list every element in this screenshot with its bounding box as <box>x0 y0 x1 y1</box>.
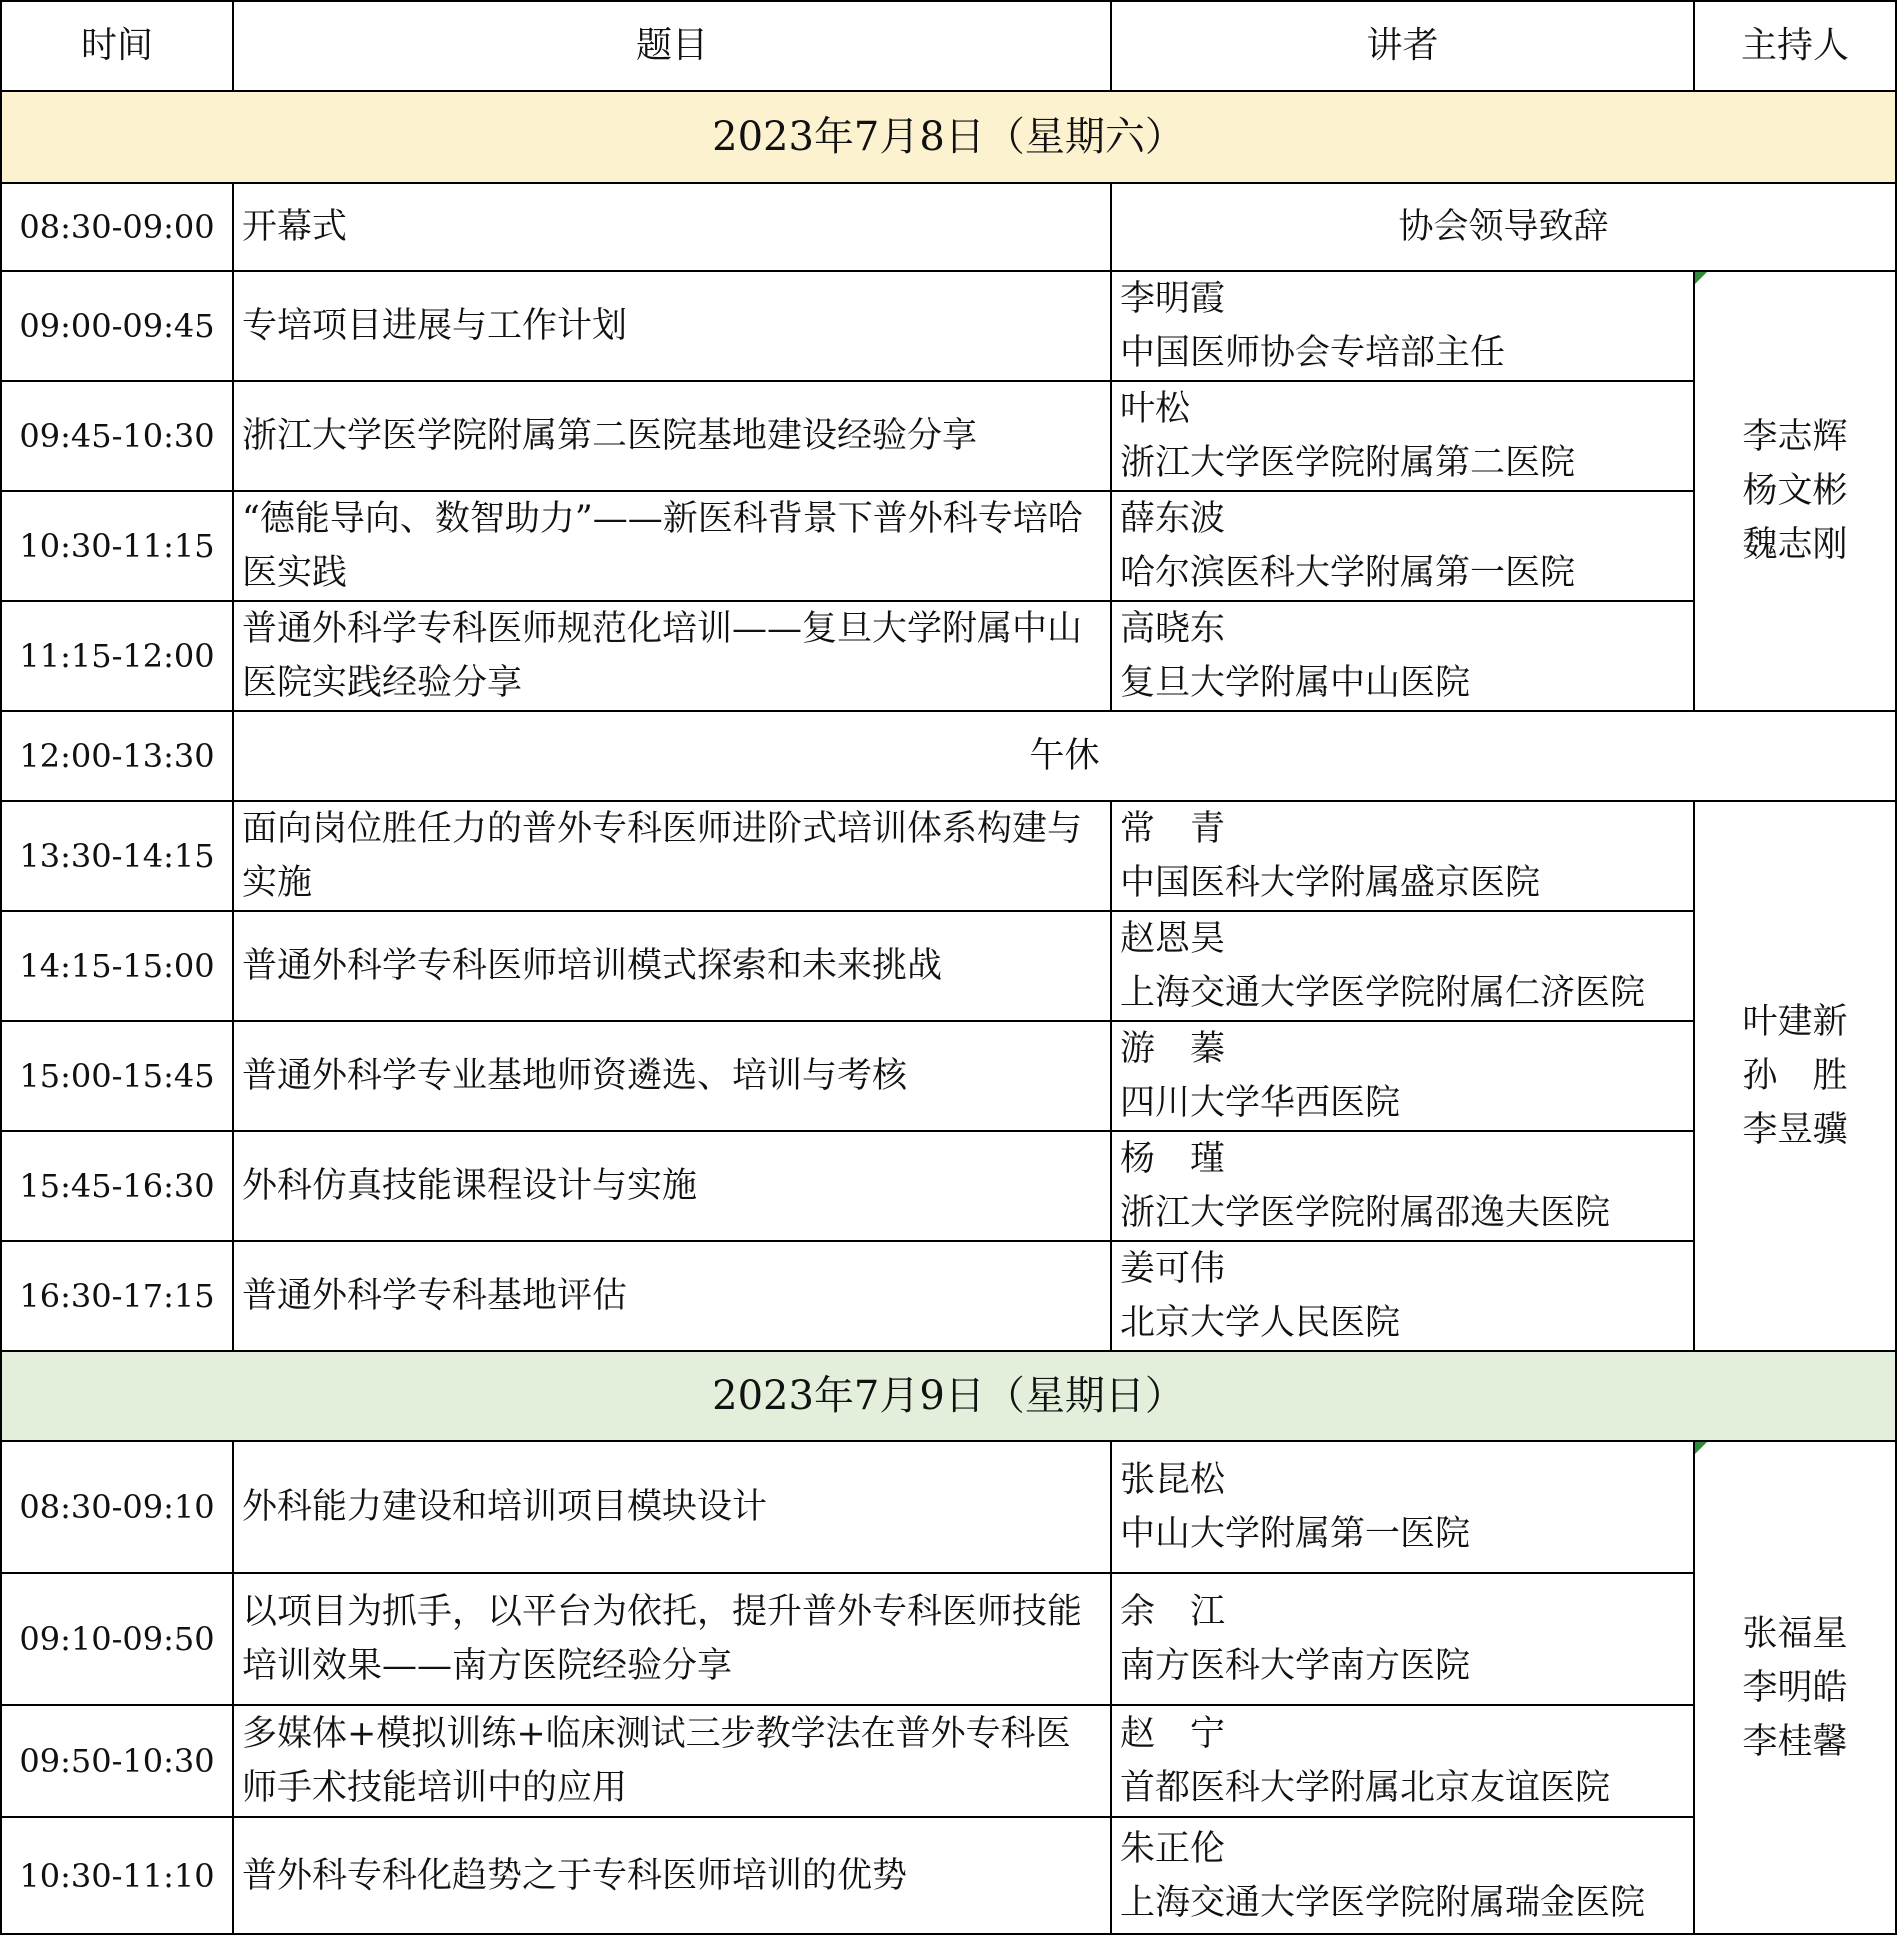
session-title <box>233 271 1111 381</box>
speaker-name: 余 江 <box>1120 1592 1226 1632</box>
table-row <box>1 381 1896 491</box>
lunch-time: 12:00-13:30 <box>1 711 233 801</box>
speaker-name: 杨 瑾 <box>1120 1139 1226 1179</box>
session-title-text: 多媒体+模拟训练+临床测试三步教学法在普外专科医师手术技能培训中的应用 <box>242 1714 1071 1808</box>
session-speaker <box>1111 1021 1694 1131</box>
table-row <box>1 1021 1896 1131</box>
host-cell-day1-session2 <box>1694 801 1896 1351</box>
header-row <box>1 1 1896 91</box>
speaker-org: 中山大学附属第一医院 <box>1120 1514 1471 1554</box>
session-title <box>233 1131 1111 1241</box>
session-title <box>233 601 1111 711</box>
session-title <box>233 911 1111 1021</box>
session-time: 10:30-11:10 <box>1 1817 233 1934</box>
host-name: 叶建新 <box>1742 1002 1848 1042</box>
header-time: 时间 <box>1 1 233 91</box>
session-title-text: 普通外科学专科医师培训模式探索和未来挑战 <box>242 946 943 986</box>
cell-corner-mark <box>1695 1442 1707 1454</box>
speaker-name: 常 青 <box>1120 809 1226 849</box>
session-title <box>233 1817 1111 1934</box>
session-speaker <box>1111 1817 1694 1934</box>
host-name: 李志辉 <box>1742 417 1848 457</box>
table-row <box>1 601 1896 711</box>
session-speaker <box>1111 1573 1694 1705</box>
host-name: 李明皓 <box>1742 1667 1848 1708</box>
session-time: 10:30-11:15 <box>1 491 233 601</box>
session-title-text: 以项目为抓手，以平台为依托，提升普外专科医师技能培训效果——南方医院经验分享 <box>242 1592 1083 1686</box>
speaker-name: 朱正伦 <box>1120 1828 1226 1869</box>
session-time: 09:45-10:30 <box>1 381 233 491</box>
session-title-text: 普通外科学专科基地评估 <box>242 1276 628 1316</box>
speaker-org: 上海交通大学医学院附属仁济医院 <box>1120 973 1646 1013</box>
session-speaker <box>1111 1241 1694 1351</box>
speaker-org: 上海交通大学医学院附属瑞金医院 <box>1120 1882 1646 1923</box>
session-title-text: 普通外科学专业基地师资遴选、培训与考核 <box>242 1056 908 1096</box>
session-speaker <box>1111 911 1694 1021</box>
lunch-row <box>1 711 1896 801</box>
table-row <box>1 1705 1896 1817</box>
host-list <box>1703 410 1887 572</box>
session-speaker <box>1111 1441 1694 1573</box>
speaker-name: 李明霞 <box>1120 279 1226 319</box>
table-row <box>1 1241 1896 1351</box>
session-time: 08:30-09:10 <box>1 1441 233 1573</box>
session-time: 11:15-12:00 <box>1 601 233 711</box>
speaker-org: 浙江大学医学院附属第二医院 <box>1120 443 1576 483</box>
session-time: 15:45-16:30 <box>1 1131 233 1241</box>
table-row <box>1 801 1896 911</box>
speaker-name: 高晓东 <box>1120 609 1226 649</box>
host-name: 魏志刚 <box>1742 525 1848 565</box>
session-speaker <box>1111 1705 1694 1817</box>
session-title <box>233 1021 1111 1131</box>
session-speaker <box>1111 491 1694 601</box>
opening-time: 08:30-09:00 <box>1 183 233 271</box>
session-time: 16:30-17:15 <box>1 1241 233 1351</box>
session-title <box>233 1441 1111 1573</box>
host-list <box>1703 995 1887 1157</box>
header-host: 主持人 <box>1694 1 1896 91</box>
session-title <box>233 801 1111 911</box>
session-title-text: 面向岗位胜任力的普外专科医师进阶式培训体系构建与实施 <box>242 809 1083 903</box>
session-title-text: 外科仿真技能课程设计与实施 <box>242 1166 698 1206</box>
session-time: 14:15-15:00 <box>1 911 233 1021</box>
session-title <box>233 1705 1111 1817</box>
session-time: 09:50-10:30 <box>1 1705 233 1817</box>
session-title <box>233 491 1111 601</box>
table-row <box>1 1573 1896 1705</box>
session-speaker <box>1111 601 1694 711</box>
speaker-name: 张昆松 <box>1120 1460 1226 1500</box>
session-title <box>233 1573 1111 1705</box>
table-row <box>1 1131 1896 1241</box>
session-title <box>233 381 1111 491</box>
host-name: 孙 胜 <box>1742 1056 1848 1096</box>
session-title-text: 普外科专科化趋势之于专科医师培训的优势 <box>242 1855 908 1896</box>
speaker-name: 赵恩昊 <box>1120 919 1226 959</box>
day1-band-row <box>1 91 1896 183</box>
opening-row <box>1 183 1896 271</box>
speaker-org: 中国医师协会专培部主任 <box>1120 333 1506 373</box>
day2-date-label: 2023年7月9日（星期日） <box>1 1351 1896 1441</box>
day1-date-label: 2023年7月8日（星期六） <box>1 91 1896 183</box>
host-name: 杨文彬 <box>1742 471 1848 511</box>
session-title-text: 普通外科学专科医师规范化培训——复旦大学附属中山医院实践经验分享 <box>242 609 1083 703</box>
session-title-text: 浙江大学医学院附属第二医院基地建设经验分享 <box>242 416 978 456</box>
speaker-name: 游 蓁 <box>1120 1029 1226 1069</box>
table-row <box>1 911 1896 1021</box>
table-row <box>1 491 1896 601</box>
speaker-name: 姜可伟 <box>1120 1249 1226 1289</box>
speaker-name: 赵 宁 <box>1120 1714 1226 1754</box>
session-time: 09:00-09:45 <box>1 271 233 381</box>
table-row <box>1 1441 1896 1573</box>
session-speaker <box>1111 1131 1694 1241</box>
lunch-label: 午休 <box>233 711 1896 801</box>
table-row <box>1 271 1896 381</box>
speaker-org: 哈尔滨医科大学附属第一医院 <box>1120 553 1576 593</box>
session-time: 15:00-15:45 <box>1 1021 233 1131</box>
session-time: 09:10-09:50 <box>1 1573 233 1705</box>
session-title-text: 专培项目进展与工作计划 <box>242 306 628 346</box>
header-speaker: 讲者 <box>1111 1 1694 91</box>
speaker-org: 浙江大学医学院附属邵逸夫医院 <box>1120 1193 1611 1233</box>
session-title <box>233 1241 1111 1351</box>
host-cell-day1-session1 <box>1694 271 1896 711</box>
speaker-org: 复旦大学附属中山医院 <box>1120 663 1471 703</box>
speaker-name: 叶松 <box>1120 389 1191 429</box>
session-time: 13:30-14:15 <box>1 801 233 911</box>
session-speaker <box>1111 271 1694 381</box>
host-list <box>1703 1607 1887 1769</box>
session-title-text: 外科能力建设和培训项目模块设计 <box>242 1487 768 1527</box>
speaker-org: 四川大学华西医院 <box>1120 1083 1401 1123</box>
session-speaker <box>1111 801 1694 911</box>
speaker-org: 南方医科大学南方医院 <box>1120 1646 1471 1686</box>
table-row <box>1 1817 1896 1934</box>
header-topic: 题目 <box>233 1 1111 91</box>
session-title-text: “德能导向、数智助力”——新医科背景下普外科专培哈医实践 <box>242 499 1083 593</box>
speaker-org: 首都医科大学附属北京友谊医院 <box>1120 1768 1611 1808</box>
opening-title: 开幕式 <box>233 183 1111 271</box>
cell-corner-mark <box>1695 272 1707 284</box>
day2-band-row <box>1 1351 1896 1441</box>
session-speaker <box>1111 381 1694 491</box>
host-name: 张福星 <box>1742 1613 1848 1654</box>
speaker-name: 薛东波 <box>1120 499 1226 539</box>
opening-speaker: 协会领导致辞 <box>1111 183 1896 271</box>
host-name: 李桂馨 <box>1742 1721 1848 1762</box>
host-cell-day2-session1 <box>1694 1441 1896 1934</box>
speaker-org: 北京大学人民医院 <box>1120 1303 1401 1343</box>
host-name: 李昱骥 <box>1742 1110 1848 1150</box>
speaker-org: 中国医科大学附属盛京医院 <box>1120 863 1541 903</box>
